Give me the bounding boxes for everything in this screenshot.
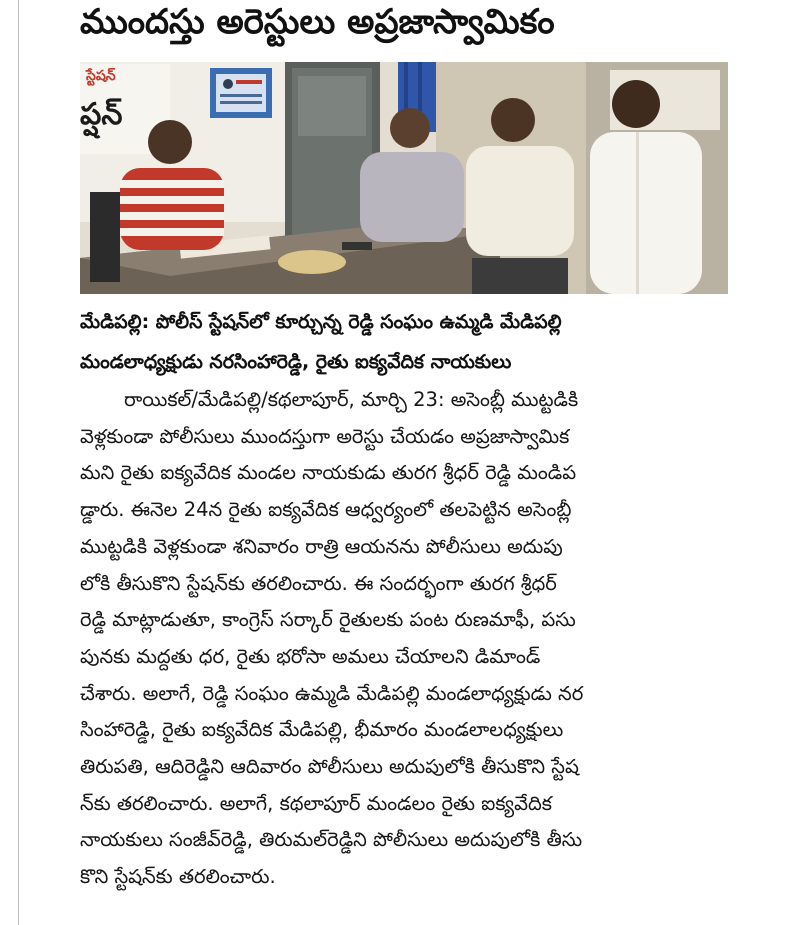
body-line: లోకి తీసుకొని స్టేషన్‌కు తరలించారు. ఈ సందర్భంగా తురగ శ్రీధర్ bbox=[80, 571, 557, 595]
news-photo bbox=[80, 62, 728, 294]
column-rule bbox=[18, 0, 19, 925]
photo-caption bbox=[80, 302, 730, 382]
body-line: చేశారు. అలాగే, రెడ్డి సంఘం ఉమ్మడి మేడిపల్లి మండలాధ్యక్షుడు నర bbox=[80, 681, 584, 705]
body-line: రాయికల్/మేడిపల్లి/కథలాపూర్, మార్చి 23: అసెంబ్లీ ముట్టడికి bbox=[124, 388, 579, 411]
sign-text-1: స్టేషన్ bbox=[86, 68, 116, 84]
body-line: కొని స్టేషన్‌కు తరలించారు. bbox=[80, 865, 276, 889]
body-line: ముట్టడికి వెళ్లకుండా శనివారం రాత్రి ఆయనను పోలీసులు అదుపు bbox=[80, 534, 563, 558]
body-line: వెళ్లకుండా పోలీసులు ముందస్తుగా అరెస్టు చేయడం అప్రజాస్వామిక bbox=[80, 424, 570, 448]
body-line: డ్డారు. ఈనెల 24న రైతు ఐక్యవేదిక ఆధ్వర్యంలో తలపెట్టిన అసెంబ్లీ bbox=[80, 498, 572, 522]
caption-line: మేడిపల్లి: పోలీస్ స్టేషన్‌లో కూర్చున్న రెడ్డి సంఘం ఉమ్మడి మేడిపల్లి bbox=[80, 311, 562, 333]
sign-text-2: ప్షన్ bbox=[80, 97, 123, 132]
body-line: రెడ్డి మాట్లాడుతూ, కాంగ్రెస్ సర్కార్ రైతులకు పంట రుణమాఫీ, పసు bbox=[80, 608, 576, 632]
article-headline: ముందస్తు అరెస్టులు అప్రజాస్వామికం bbox=[80, 2, 555, 42]
body-line: పునకు మద్దతు ధర, రైతు భరోసా అమలు చేయాలని డిమాండ్ bbox=[80, 644, 541, 668]
body-line: తిరుపతి, ఆదిరెడ్డిని ఆదివారం పోలీసులు అదుపులోకి తీసుకొని స్టేష bbox=[80, 755, 579, 779]
body-line: న్‌కు తరలించారు. అలాగే, కథలాపూర్ మండలం రైతు ఐక్యవేదిక bbox=[80, 791, 552, 815]
body-line: సింహారెడ్డి, రైతు ఐక్యవేదిక మేడిపల్లి, భీమారం మండలాలధ్యక్షులు bbox=[80, 718, 564, 742]
body-line: మని రైతు ఐక్యవేదిక మండల నాయకుడు తురగ శ్రీధర్ రెడ్డి మండిప bbox=[80, 461, 577, 485]
article-body bbox=[80, 382, 730, 896]
caption-line: మండలాధ్యక్షుడు నరసింహారెడ్డి, రైతు ఐక్యవేదిక నాయకులు bbox=[80, 351, 512, 373]
body-line: నాయకులు సంజీవ్‌రెడ్డి, తిరుమల్‌రెడ్డిని పోలీసులు అదుపులోకి తీసు bbox=[80, 828, 583, 852]
